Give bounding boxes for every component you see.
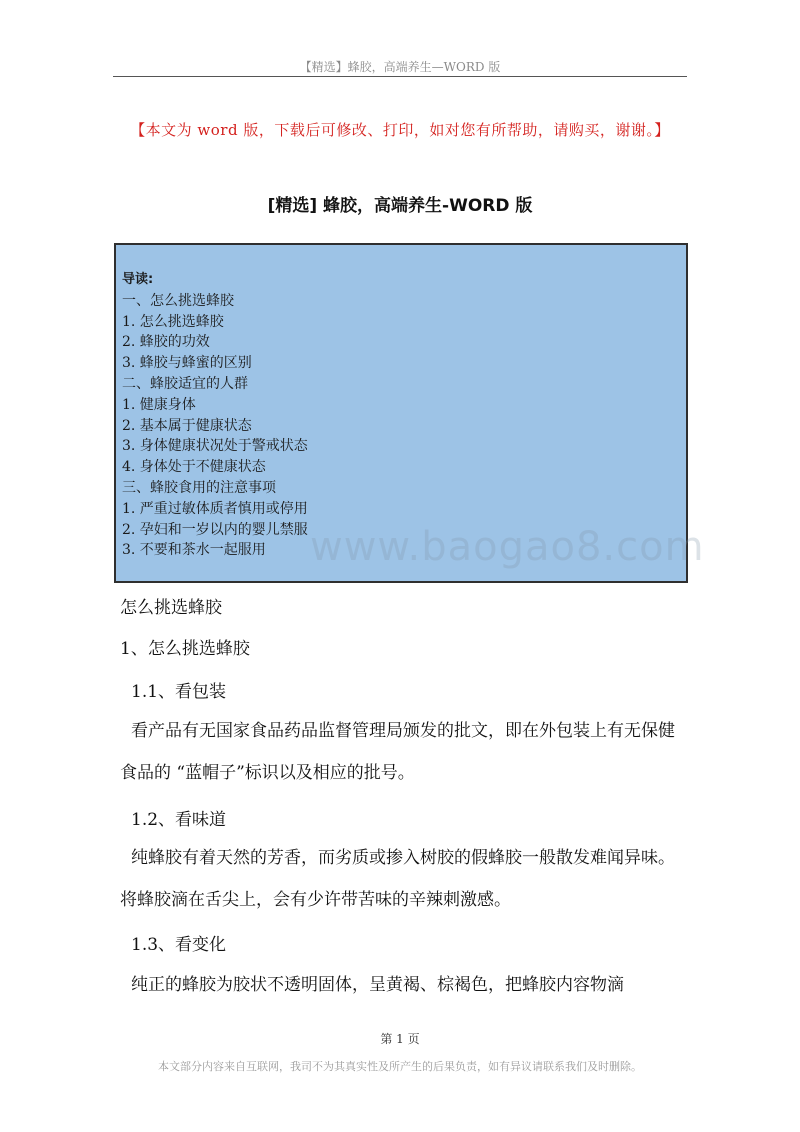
toc-item[interactable]: 1. 健康身体 (122, 396, 196, 413)
page-number: 第 1 页 (380, 1032, 420, 1046)
paragraph: 纯正的蜂胶为胶状不透明固体，呈黄褐、棕褐色，把蜂胶内容物滴 (131, 975, 624, 995)
toc-item[interactable]: 1. 严重过敏体质者慎用或停用 (122, 500, 308, 517)
watermark: www.baogao8.com (310, 524, 705, 570)
toc-item[interactable]: 3. 身体健康状况处于警戒状态 (122, 438, 308, 455)
paragraph: 纯蜂胶有着天然的芳香，而劣质或掺入树胶的假蜂胶一般散发难闻异味。将蜂胶滴在舌尖上，会有少许带苦味的辛辣刺激感。 (120, 848, 675, 910)
item-heading: 1.1、看包装 (131, 682, 227, 702)
toc-item[interactable]: 一、怎么挑选蜂胶 (122, 292, 234, 309)
toc-item[interactable]: 1. 怎么挑选蜂胶 (122, 313, 224, 330)
toc-item[interactable]: 三、蜂胶食用的注意事项 (122, 479, 276, 496)
toc-list (122, 270, 308, 561)
toc-item[interactable]: 二、蜂胶适宜的人群 (122, 375, 248, 392)
item-heading: 1.2、看味道 (131, 810, 227, 830)
footer-disclaimer: 本文部分内容来自互联网，我司不为其真实性及所产生的后果负责，如有异议请联系我们及时删除。 (158, 1060, 642, 1073)
toc-label: 导读: (122, 272, 154, 287)
toc-item[interactable]: 3. 不要和茶水一起服用 (122, 542, 266, 559)
purchase-notice: 【本文为 word 版，下载后可修改、打印，如对您有所帮助，请购买，谢谢。】 (130, 121, 670, 139)
toc-item[interactable]: 4. 身体处于不健康状态 (122, 459, 266, 476)
paragraph: 看产品有无国家食品药品监督管理局颁发的批文，即在外包装上有无保健食品的 “蓝帽子”标识以及相应的批号。 (120, 721, 675, 783)
toc-item[interactable]: 2. 蜂胶的功效 (122, 334, 210, 351)
toc-item[interactable]: 2. 孕妇和一岁以内的婴儿禁服 (122, 521, 308, 538)
page-header: 【精选】蜂胶，高端养生—WORD 版 (299, 60, 501, 74)
toc-item[interactable]: 3. 蜂胶与蜂蜜的区别 (122, 355, 252, 372)
item-heading: 1.3、看变化 (131, 935, 227, 955)
section-heading: 怎么挑选蜂胶 (120, 598, 222, 618)
document-title: [精选] 蜂胶，高端养生-WORD 版 (267, 196, 533, 216)
toc-item[interactable]: 2. 基本属于健康状态 (122, 417, 252, 434)
header-divider (113, 76, 687, 77)
subsection-heading: 1、怎么挑选蜂胶 (120, 639, 250, 659)
